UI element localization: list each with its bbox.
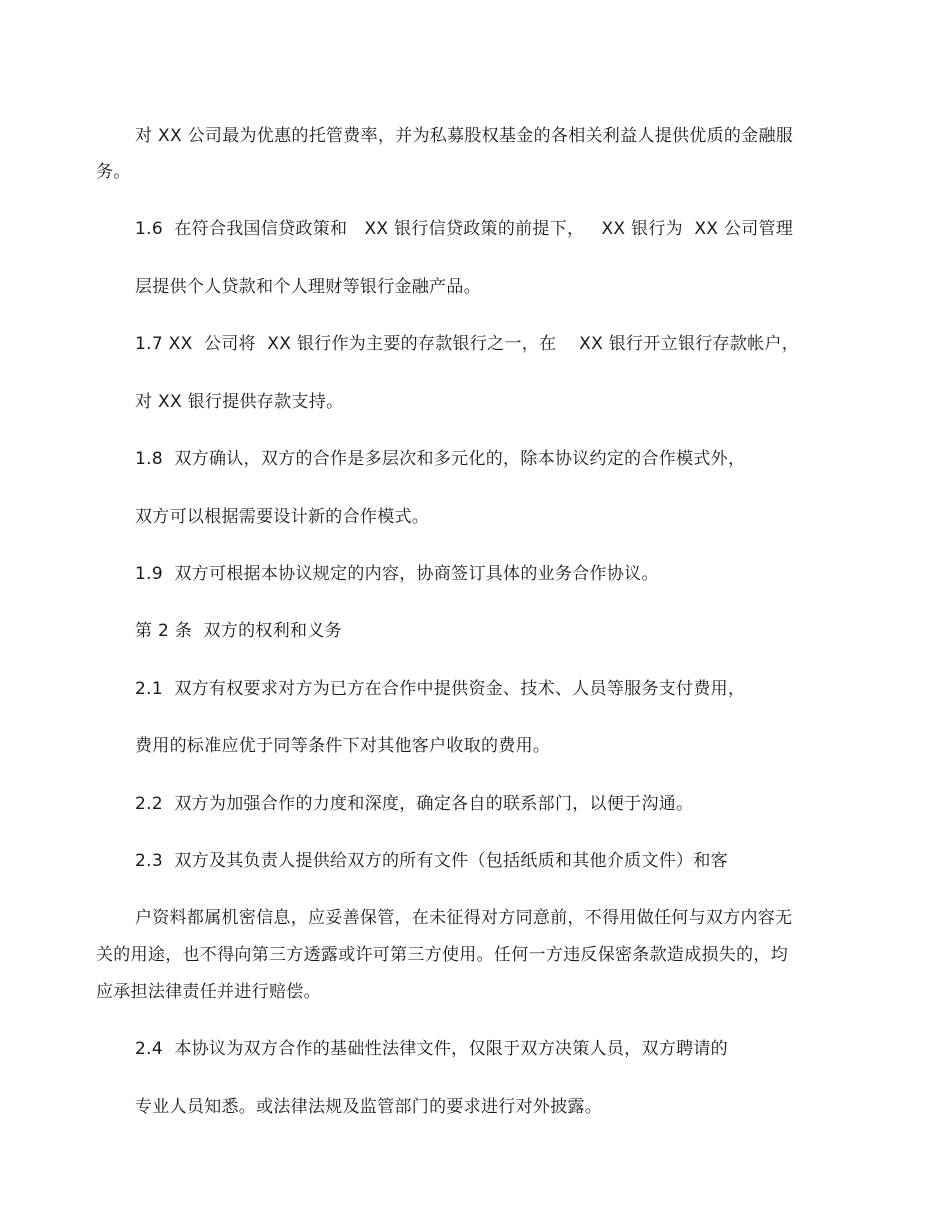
paragraph-line: 1.6 在符合我国信贷政策和 XX 银行信贷政策的前提下， XX 银行为 XX 公司管理 <box>135 219 794 239</box>
paragraph-line: 务。 <box>96 162 131 182</box>
paragraph-line: 2.2 双方为加强合作的力度和深度，确定各自的联系部门，以便于沟通。 <box>135 794 694 814</box>
paragraph-line: 双方可以根据需要设计新的合作模式。 <box>135 507 430 527</box>
paragraph-line: 费用的标准应优于同等条件下对其他客户收取的费用。 <box>135 736 551 756</box>
paragraph-line: 层提供个人贷款和个人理财等银行金融产品。 <box>135 277 481 297</box>
paragraph-line: 1.9 双方可根据本协议规定的内容，协商签订具体的业务合作协议。 <box>135 564 659 584</box>
paragraph-line: 关的用途，也不得向第三方透露或许可第三方使用。任何一方违反保密条款造成损失的，均 <box>96 945 788 965</box>
paragraph-line: 2.4 本协议为双方合作的基础性法律文件，仅限于双方决策人员，双方聘请的 <box>135 1039 728 1059</box>
paragraph-line: 应承担法律责任并进行赔偿。 <box>96 982 321 1002</box>
paragraph-line: 户资料都属机密信息，应妥善保管，在未征得对方同意前，不得用做任何与双方内容无 <box>135 908 793 928</box>
paragraph-line: 专业人员知悉。或法律法规及监管部门的要求进行对外披露。 <box>135 1097 603 1117</box>
paragraph-line: 1.7 XX 公司将 XX 银行作为主要的存款银行之一，在 XX 银行开立银行存款帐户， <box>135 334 800 354</box>
section-heading: 第 2 条 双方的权利和义务 <box>135 621 342 641</box>
paragraph-line: 2.3 双方及其负责人提供给双方的所有文件（包括纸质和其他介质文件）和客 <box>135 851 728 871</box>
paragraph-line: 对 XX 公司最为优惠的托管费率，并为私募股权基金的各相关利益人提供优质的金融服 <box>135 126 794 146</box>
paragraph-line: 2.1 双方有权要求对方为已方在合作中提供资金、技术、人员等服务支付费用， <box>135 679 746 699</box>
paragraph-line: 对 XX 银行提供存款支持。 <box>135 392 344 412</box>
paragraph-line: 1.8 双方确认，双方的合作是多层次和多元化的，除本协议约定的合作模式外， <box>135 449 746 469</box>
